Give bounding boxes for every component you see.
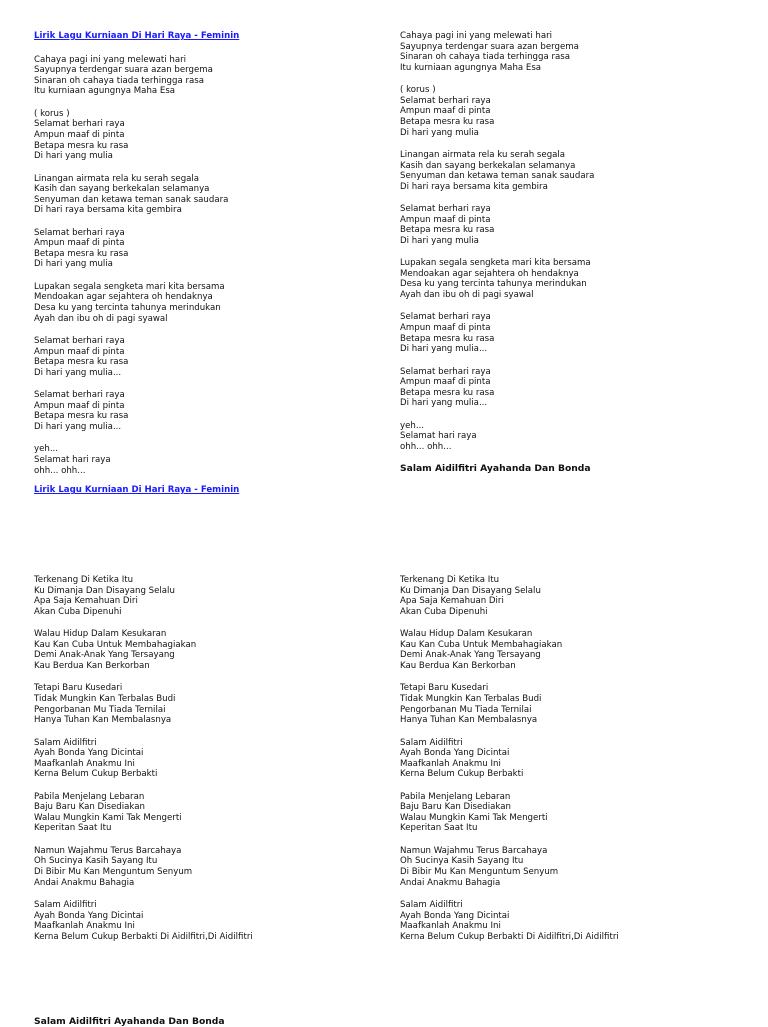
lyric-line: Ampun maaf di pinta <box>34 129 125 140</box>
stanza-gap <box>34 834 374 846</box>
lyric-line: Kasih dan sayang berkekalan selamanya <box>34 184 210 195</box>
lyric-line: Demi Anak-Anak Yang Tersayang <box>34 650 175 661</box>
lyrics-column-1-right <box>400 31 740 474</box>
bottom-song-heading: Salam Aidilfitri Ayahanda Dan Bonda <box>34 1016 225 1027</box>
stanza-gap <box>400 726 740 738</box>
lyric-line: Walau Mungkin Kami Tak Mengerti <box>34 812 182 823</box>
lyrics-block <box>34 575 374 942</box>
lyric-line: Pabila Menjelang Lebaran <box>34 791 145 802</box>
lyric-line: Ampun maaf di pinta <box>34 346 125 357</box>
lyric-line: Cahaya pagi ini yang melewati hari <box>34 54 187 65</box>
lyric-line: Akan Cuba Dipenuhi <box>34 606 122 617</box>
lyric-line: ( korus ) <box>34 108 70 119</box>
lyric-line: ohh... ohh... <box>400 441 452 452</box>
lyric-line: Kasih dan sayang berkekalan selamanya <box>400 160 576 171</box>
song-title-link-bottom[interactable]: Lirik Lagu Kurniaan Di Hari Raya - Feminin <box>34 485 240 496</box>
lyric-line: Kau Kan Cuba Untuk Membahagiakan <box>400 639 563 650</box>
lyric-line: Pengorbanan Mu Tiada Ternilai <box>34 704 166 715</box>
stanza-gap <box>400 301 740 313</box>
lyric-line: Betapa mesra ku rasa <box>400 225 495 236</box>
lyric-line: Betapa mesra ku rasa <box>400 333 495 344</box>
stanza-gap <box>34 617 374 629</box>
lyric-line: Di hari yang mulia... <box>400 344 488 355</box>
lyric-line: Selamat berhari raya <box>400 312 491 323</box>
lyric-line: Tidak Mungkin Kan Terbalas Budi <box>34 693 176 704</box>
lyric-line: Maafkanlah Anakmu Ini <box>400 921 501 932</box>
lyric-line: Oh Sucinya Kasih Sayang Itu <box>400 856 524 867</box>
lyric-line: Betapa mesra ku rasa <box>34 248 129 259</box>
lyric-line: Namun Wajahmu Terus Barcahaya <box>34 845 182 856</box>
lyric-line: Ampun maaf di pinta <box>400 214 491 225</box>
lyric-line: Desa ku yang tercinta tahunya merindukan <box>400 279 587 290</box>
lyrics-column-2-right <box>400 575 740 942</box>
lyric-line: Lupakan segala sengketa mari kita bersama <box>400 258 591 269</box>
stanza-gap <box>34 888 374 900</box>
lyric-line: Di hari yang mulia <box>34 259 113 270</box>
stanza-gap <box>400 672 740 684</box>
stanza-gap <box>34 726 374 738</box>
lyrics-block <box>34 55 374 477</box>
lyric-line: Selamat berhari raya <box>34 119 125 130</box>
lyric-line: Hanya Tuhan Kan Membalasnya <box>34 715 172 726</box>
lyric-line: Kau Berdua Kan Berkorban <box>34 660 150 671</box>
lyric-line: Salam Aidilfitri <box>400 737 463 748</box>
lyric-line: Kerna Belum Cukup Berbakti <box>34 769 158 780</box>
lyric-line: Ayah Bonda Yang Dicintai <box>34 910 144 921</box>
lyric-line: Senyuman dan ketawa teman sanak saudara <box>34 194 229 205</box>
lyric-line: Sinaran oh cahaya tiada terhingga rasa <box>400 52 571 63</box>
lyric-line: Kerna Belum Cukup Berbakti <box>400 769 524 780</box>
stanza-gap <box>400 355 740 367</box>
lyric-line: Selamat berhari raya <box>400 366 491 377</box>
lyric-line: Hanya Tuhan Kan Membalasnya <box>400 715 538 726</box>
lyric-line: ohh... ohh... <box>34 465 86 476</box>
lyric-line: Kerna Belum Cukup Berbakti Di Aidilfitri,Di Aidilfitri <box>400 931 619 942</box>
lyric-line: Terkenang Di Ketika Itu <box>400 575 500 585</box>
lyric-line: Sayupnya terdengar suara azan bergema <box>34 65 213 76</box>
lyric-line: Selamat hari raya <box>34 454 111 465</box>
lyric-line: Sinaran oh cahaya tiada terhingga rasa <box>34 75 205 86</box>
lyric-line: Lupakan segala sengketa mari kita bersama <box>34 281 225 292</box>
lyric-line: Keperitan Saat Itu <box>34 823 112 834</box>
lyrics-block <box>400 575 740 942</box>
lyric-line: yeh... <box>34 444 59 455</box>
lyric-line: Apa Saja Kemahuan Diri <box>34 596 138 607</box>
lyric-line: Andai Anakmu Bahagia <box>34 877 135 888</box>
stanza-gap <box>400 192 740 204</box>
lyric-line: Walau Hidup Dalam Kesukaran <box>34 629 167 640</box>
lyric-line: Selamat berhari raya <box>400 95 491 106</box>
stanza-gap <box>34 97 374 109</box>
lyric-line: Kau Berdua Kan Berkorban <box>400 660 516 671</box>
lyric-line: Selamat hari raya <box>400 431 477 442</box>
lyric-line: Ampun maaf di pinta <box>34 238 125 249</box>
lyric-line: Betapa mesra ku rasa <box>34 357 129 368</box>
lyric-line: Ampun maaf di pinta <box>400 323 491 334</box>
stanza-gap <box>400 617 740 629</box>
lyric-line: Senyuman dan ketawa teman sanak saudara <box>400 171 595 182</box>
lyric-line: Betapa mesra ku rasa <box>400 387 495 398</box>
lyric-line: Ampun maaf di pinta <box>400 377 491 388</box>
lyric-line: Ampun maaf di pinta <box>34 400 125 411</box>
lyric-line: Salam Aidilfitri <box>34 737 97 748</box>
lyric-line: Terkenang Di Ketika Itu <box>34 575 134 585</box>
lyric-line: Di Bibir Mu Kan Menguntum Senyum <box>34 867 193 878</box>
lyric-line: Apa Saja Kemahuan Diri <box>400 596 504 607</box>
lyric-line: Pabila Menjelang Lebaran <box>400 791 511 802</box>
lyric-line: Walau Mungkin Kami Tak Mengerti <box>400 812 548 823</box>
stanza-gap <box>400 409 740 421</box>
lyric-line: Di hari raya bersama kita gembira <box>34 205 182 216</box>
lyric-line: Ayah dan ibu oh di pagi syawal <box>400 290 534 301</box>
lyric-line: Keperitan Saat Itu <box>400 823 478 834</box>
lyrics-column-2-left <box>34 575 374 942</box>
stanza-gap <box>400 246 740 258</box>
lyric-line: Selamat berhari raya <box>34 336 125 347</box>
stanza-gap <box>34 216 374 228</box>
lyric-line: ( korus ) <box>400 85 436 96</box>
lyric-line: Namun Wajahmu Terus Barcahaya <box>400 845 548 856</box>
lyric-line: Kau Kan Cuba Untuk Membahagiakan <box>34 639 197 650</box>
stanza-gap <box>34 672 374 684</box>
lyric-line: Maafkanlah Anakmu Ini <box>34 921 135 932</box>
lyric-line: Kerna Belum Cukup Berbakti Di Aidilfitri,Di Aidilfitri <box>34 931 253 942</box>
lyric-line: Ku Dimanja Dan Disayang Selalu <box>34 585 175 596</box>
lyric-line: Itu kurniaan agungnya Maha Esa <box>34 86 176 97</box>
lyric-line: Selamat berhari raya <box>34 227 125 238</box>
lyric-line: Betapa mesra ku rasa <box>34 411 129 422</box>
lyric-line: Betapa mesra ku rasa <box>400 116 495 127</box>
stanza-gap <box>400 73 740 85</box>
lyric-line: Linangan airmata rela ku serah segala <box>34 173 200 184</box>
lyric-line: Ayah Bonda Yang Dicintai <box>400 748 510 759</box>
stanza-gap <box>34 270 374 282</box>
lyric-line: Di hari yang mulia <box>400 127 479 138</box>
lyric-line: Walau Hidup Dalam Kesukaran <box>400 629 533 640</box>
lyric-line: Linangan airmata rela ku serah segala <box>400 149 566 160</box>
lyric-line: Mendoakan agar sejahtera oh hendaknya <box>34 292 213 303</box>
stanza-gap <box>400 834 740 846</box>
lyric-line: Demi Anak-Anak Yang Tersayang <box>400 650 541 661</box>
lyric-line: Di hari raya bersama kita gembira <box>400 181 548 192</box>
lyric-line: Desa ku yang tercinta tahunya merindukan <box>34 303 221 314</box>
lyric-line: Baju Baru Kan Disediakan <box>400 802 511 813</box>
lyric-line: Selamat berhari raya <box>400 204 491 215</box>
lyric-line: Cahaya pagi ini yang melewati hari <box>400 31 553 41</box>
lyric-line: Salam Aidilfitri <box>400 900 463 911</box>
lyric-line: Ayah Bonda Yang Dicintai <box>34 748 144 759</box>
lyric-line: Di hari yang mulia <box>400 235 479 246</box>
lyric-line: Itu kurniaan agungnya Maha Esa <box>400 62 542 73</box>
lyric-line: Tidak Mungkin Kan Terbalas Budi <box>400 693 542 704</box>
stanza-gap <box>34 433 374 445</box>
lyric-line: Di hari yang mulia <box>34 151 113 162</box>
stanza-gap <box>400 780 740 792</box>
lyric-line: Di hari yang mulia... <box>400 398 488 409</box>
lyric-line: Sayupnya terdengar suara azan bergema <box>400 41 579 52</box>
lyric-line: Mendoakan agar sejahtera oh hendaknya <box>400 268 579 279</box>
lyric-line: Maafkanlah Anakmu Ini <box>34 758 135 769</box>
lyric-line: Tetapi Baru Kusedari <box>400 683 489 694</box>
lyric-line: Pengorbanan Mu Tiada Ternilai <box>400 704 532 715</box>
stanza-gap <box>34 162 374 174</box>
lyrics-column-1-left <box>34 31 374 496</box>
lyric-line: Di Bibir Mu Kan Menguntum Senyum <box>400 867 559 878</box>
song-title-link[interactable]: Lirik Lagu Kurniaan Di Hari Raya - Feminin <box>34 31 240 41</box>
lyric-line: Oh Sucinya Kasih Sayang Itu <box>34 856 158 867</box>
stanza-gap <box>34 324 374 336</box>
lyric-line: yeh... <box>400 420 425 431</box>
lyric-line: Ampun maaf di pinta <box>400 106 491 117</box>
lyric-line: Salam Aidilfitri <box>34 900 97 911</box>
lyric-line: Andai Anakmu Bahagia <box>400 877 501 888</box>
lyric-line: Ku Dimanja Dan Disayang Selalu <box>400 585 541 596</box>
stanza-gap <box>400 138 740 150</box>
stanza-gap <box>34 780 374 792</box>
stanza-gap <box>400 888 740 900</box>
lyric-line: Ayah Bonda Yang Dicintai <box>400 910 510 921</box>
lyric-line: Ayah dan ibu oh di pagi syawal <box>34 313 168 324</box>
lyric-line: Akan Cuba Dipenuhi <box>400 606 488 617</box>
lyric-line: Maafkanlah Anakmu Ini <box>400 758 501 769</box>
lyric-line: Di hari yang mulia... <box>34 422 122 432</box>
lyric-line: Di hari yang mulia... <box>34 367 122 378</box>
stanza-gap <box>34 378 374 390</box>
lyric-line: Tetapi Baru Kusedari <box>34 683 123 694</box>
lyrics-block <box>400 31 740 453</box>
song-heading: Salam Aidilfitri Ayahanda Dan Bonda <box>400 462 591 474</box>
lyric-line: Betapa mesra ku rasa <box>34 140 129 151</box>
lyric-line: Selamat berhari raya <box>34 390 125 401</box>
lyric-line: Baju Baru Kan Disediakan <box>34 802 145 813</box>
